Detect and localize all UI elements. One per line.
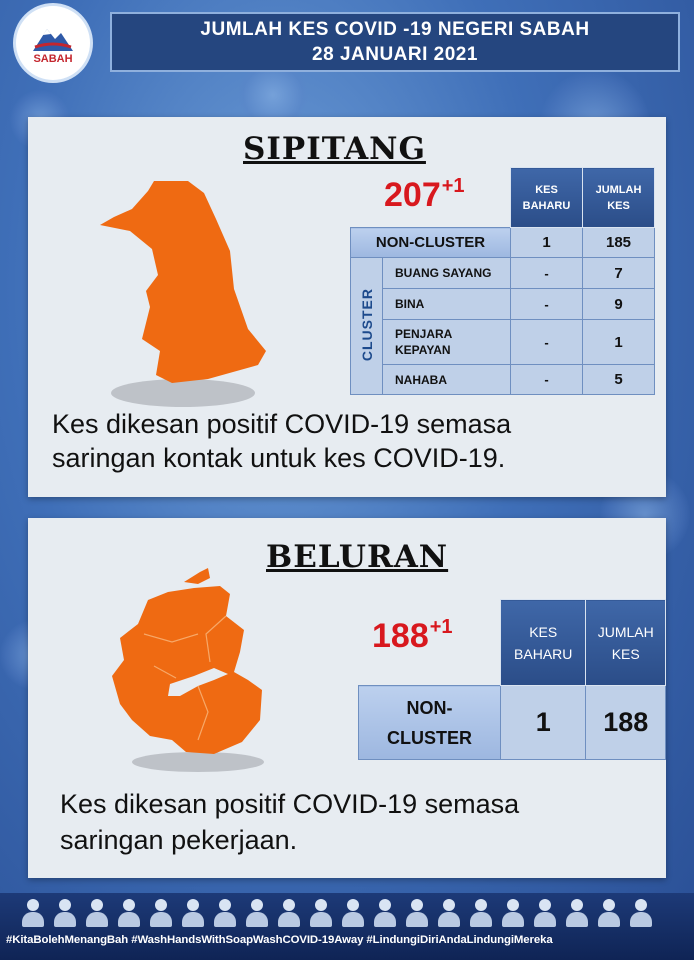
title-line-2: 28 JANUARI 2021	[312, 44, 478, 65]
beluran-table	[358, 599, 666, 760]
person-icon	[84, 897, 110, 927]
description-line-1: Kes dikesan positif COVID-19 semasa	[60, 789, 520, 819]
person-icon	[212, 897, 238, 927]
person-icon	[148, 897, 174, 927]
beluran-panel	[28, 518, 666, 878]
cluster-name: PENJARA KEPAYAN	[383, 320, 511, 365]
district-title: SIPITANG	[243, 131, 426, 167]
non-cluster-new: 1	[511, 228, 583, 258]
mountain-logo-icon	[29, 21, 77, 57]
column-header-kes-baharu: KES BAHARU	[511, 168, 583, 228]
person-icon	[180, 897, 206, 927]
person-icon	[340, 897, 366, 927]
cluster-new: -	[511, 258, 583, 289]
total-number: 207	[384, 176, 441, 214]
cluster-total: 7	[583, 258, 655, 289]
table-row	[351, 228, 655, 258]
person-icon	[276, 897, 302, 927]
table-row	[351, 289, 655, 320]
total-new: +1	[429, 616, 453, 638]
person-icon	[372, 897, 398, 927]
person-icon	[468, 897, 494, 927]
cluster-total: 9	[583, 289, 655, 320]
table-row	[359, 686, 666, 760]
total-number: 188	[372, 617, 429, 655]
table-row	[351, 320, 655, 365]
non-cluster-label: NON-CLUSTER	[351, 228, 511, 258]
person-icon	[564, 897, 590, 927]
person-icon	[596, 897, 622, 927]
description	[52, 407, 511, 475]
cluster-label: CLUSTER	[358, 287, 375, 362]
hashtags: #KitaBolehMenangBah #WashHandsWithSoapWashCOVID-19Away #LindungiDiriAndaLindungiMereka	[6, 934, 553, 946]
person-icon	[116, 897, 142, 927]
district-title: BELURAN	[266, 539, 449, 575]
person-icon	[20, 897, 46, 927]
person-icon	[308, 897, 334, 927]
beluran-map	[102, 564, 282, 774]
non-cluster-label: NON-CLUSTER	[359, 686, 501, 760]
cluster-group	[351, 258, 383, 395]
cluster-new: -	[511, 365, 583, 395]
person-icon	[52, 897, 78, 927]
column-header-kes-baharu: KES BAHARU	[501, 600, 586, 686]
frontliner-icons	[20, 897, 654, 927]
person-icon	[244, 897, 270, 927]
logo-text: SABAH	[33, 53, 73, 65]
cluster-name: BUANG SAYANG	[383, 258, 511, 289]
description-line-2: saringan kontak untuk kes COVID-19.	[52, 443, 506, 473]
sabah-logo	[16, 6, 90, 80]
cluster-name: NAHABA	[383, 365, 511, 395]
page-title	[110, 12, 680, 72]
column-header-jumlah-kes: JUMLAH KES	[583, 168, 655, 228]
sipitang-table	[350, 167, 655, 395]
table-row	[351, 258, 655, 289]
footer-banner	[0, 893, 694, 960]
description-line-2: saringan pekerjaan.	[60, 825, 298, 855]
cluster-new: -	[511, 320, 583, 365]
person-icon	[500, 897, 526, 927]
cluster-total: 1	[583, 320, 655, 365]
description	[60, 786, 519, 858]
cluster-name: BINA	[383, 289, 511, 320]
title-line-1: JUMLAH KES COVID -19 NEGERI SABAH	[200, 19, 590, 40]
person-icon	[404, 897, 430, 927]
total-new: +1	[441, 175, 465, 197]
column-header-jumlah-kes: JUMLAH KES	[586, 600, 666, 686]
cluster-total: 5	[583, 365, 655, 395]
sipitang-panel	[28, 117, 666, 497]
non-cluster-total: 185	[583, 228, 655, 258]
person-icon	[436, 897, 462, 927]
description-line-1: Kes dikesan positif COVID-19 semasa	[52, 409, 512, 439]
sipitang-map	[88, 179, 278, 419]
non-cluster-new: 1	[501, 686, 586, 760]
non-cluster-total: 188	[586, 686, 666, 760]
person-icon	[532, 897, 558, 927]
cluster-new: -	[511, 289, 583, 320]
person-icon	[628, 897, 654, 927]
table-row	[351, 365, 655, 395]
